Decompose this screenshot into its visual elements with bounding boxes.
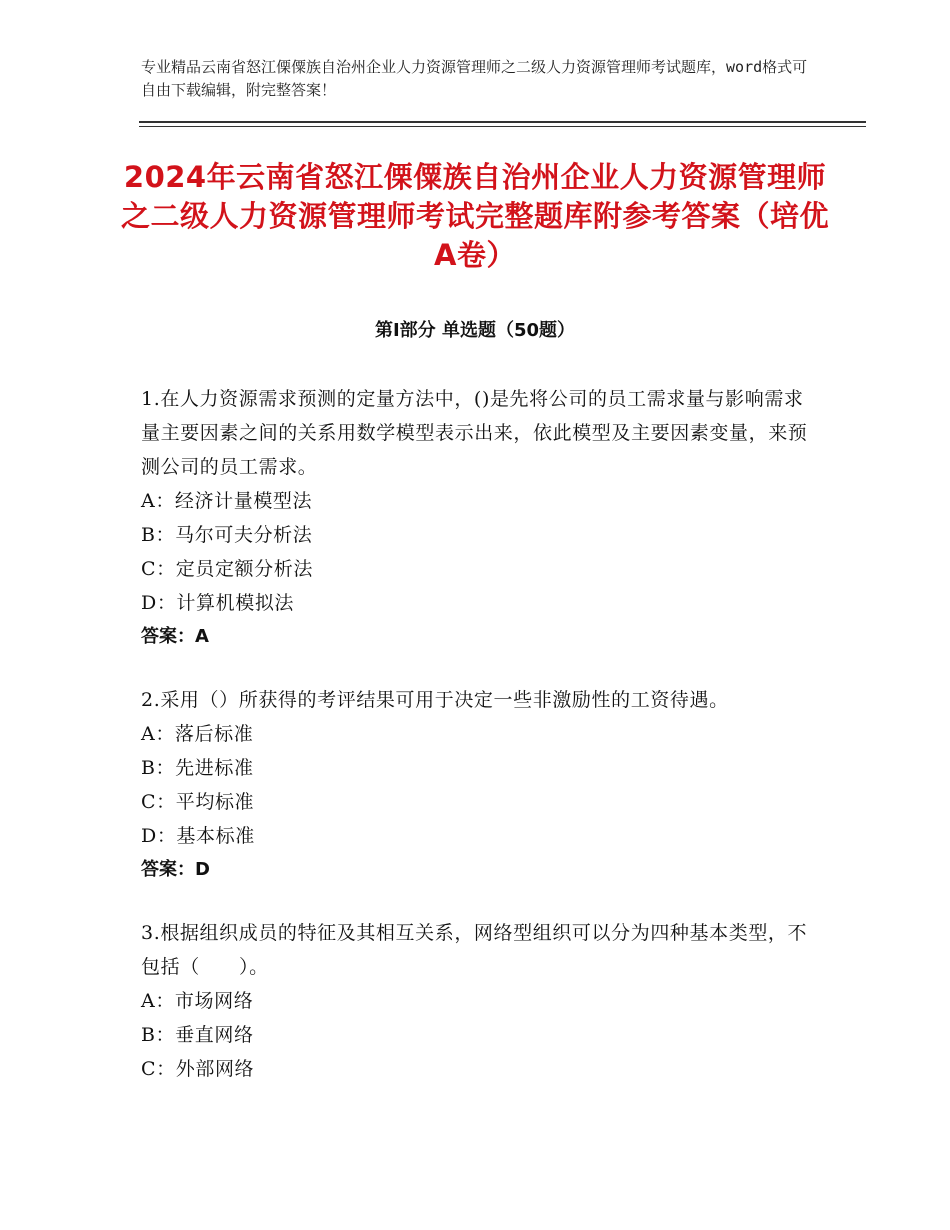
option-a: A：落后标准 [141, 723, 254, 745]
answer: 答案：D [141, 859, 210, 880]
question-2 [141, 683, 821, 887]
question-1 [141, 382, 821, 654]
question-text: 1.在人力资源需求预测的定量方法中，()是先将公司的员工需求量与影响需求量主要因素之间的关系用数学模型表示出来，依此模型及主要因素变量，来预测公司的员工需求。 [141, 388, 808, 478]
option-b: B：马尔可夫分析法 [141, 524, 313, 546]
option-d: D：计算机模拟法 [141, 592, 295, 614]
option-c: C：定员定额分析法 [141, 558, 313, 580]
answer: 答案：A [141, 626, 209, 647]
option-c: C：平均标准 [141, 791, 255, 813]
option-b: B：垂直网络 [141, 1024, 254, 1046]
option-d: D：基本标准 [141, 825, 255, 847]
section-title: 第Ⅰ部分 单选题（50题） [374, 320, 575, 341]
document-title: 2024年云南省怒江傈僳族自治州企业人力资源管理师之二级人力资源管理师考试完整题库附参考答案（培优A卷） [120, 160, 829, 272]
question-text: 2.采用（）所获得的考评结果可用于决定一些非激励性的工资待遇。 [141, 689, 729, 711]
option-a: A：经济计量模型法 [141, 490, 313, 512]
question-3 [141, 916, 821, 1086]
option-c: C：外部网络 [141, 1058, 255, 1080]
option-a: A：市场网络 [141, 990, 254, 1012]
header-rule-thin [139, 126, 866, 127]
question-list [141, 382, 821, 1115]
question-text: 3.根据组织成员的特征及其相互关系，网络型组织可以分为四种基本类型，不包括（ ）。 [141, 922, 808, 978]
header-note: 专业精品云南省怒江傈僳族自治州企业人力资源管理师之二级人力资源管理师考试题库，word格式可自由下载编辑，附完整答案！ [141, 58, 808, 99]
option-b: B：先进标准 [141, 757, 254, 779]
header-rule-thick [139, 121, 866, 123]
